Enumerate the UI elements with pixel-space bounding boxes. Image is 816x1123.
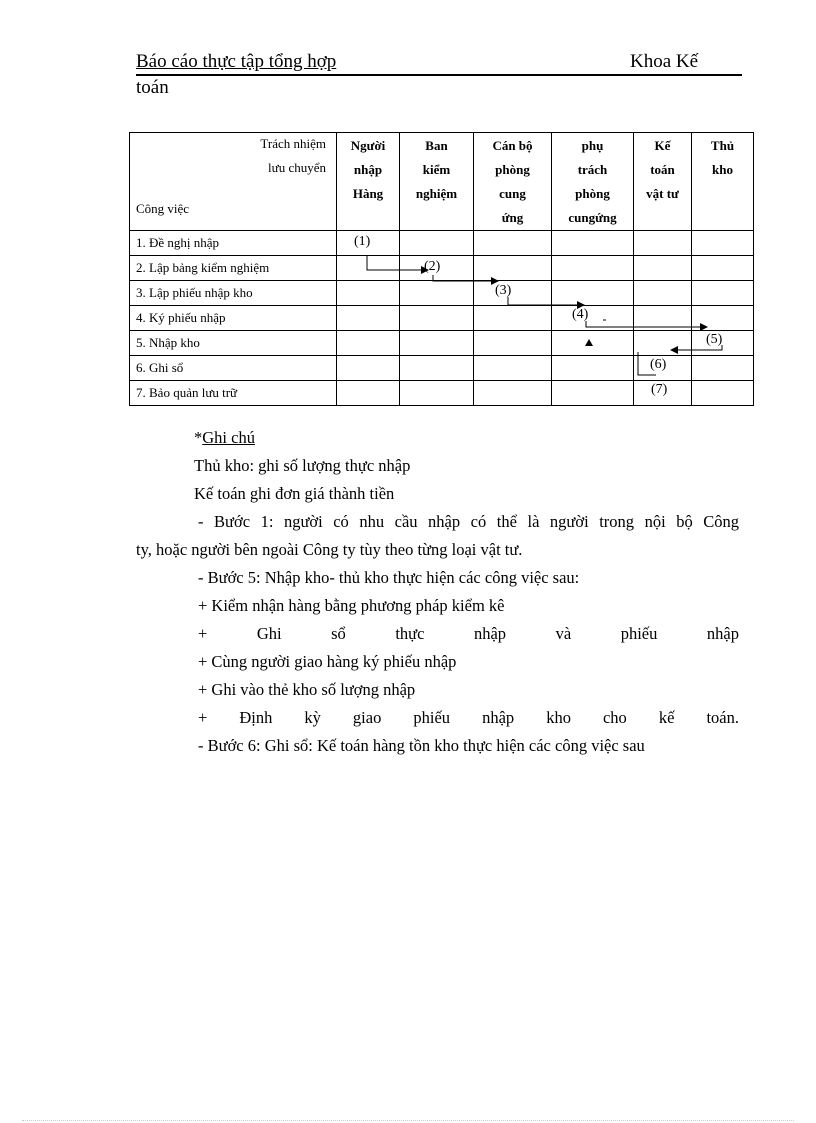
step-mark-7: (7) — [651, 382, 668, 397]
table-cell — [692, 306, 754, 331]
column-header-material-accountant — [634, 133, 692, 231]
column-header-requester — [337, 133, 400, 231]
table-cell — [400, 256, 474, 281]
table-cell — [474, 281, 552, 306]
table-cell — [474, 306, 552, 331]
note-line: + Định kỳ giao phiếu nhập kho cho kế toán. — [198, 708, 739, 727]
task-cell: 6. Ghi sổ — [130, 356, 337, 381]
column-header-text: kho — [712, 162, 733, 177]
table-row — [130, 281, 754, 306]
note-line: - Bước 5: Nhập kho- thủ kho thực hiện các công việc sau: — [198, 568, 580, 587]
column-header-text: nghiệm — [415, 186, 458, 201]
step-mark-4: (4) — [572, 307, 589, 322]
table-cell — [692, 281, 754, 306]
table-cell — [400, 306, 474, 331]
table-cell — [692, 256, 754, 281]
column-header-text: Thủ — [710, 138, 735, 153]
table-cell — [337, 381, 400, 406]
page-bottom-divider — [22, 1120, 794, 1121]
table-cell — [337, 231, 400, 256]
column-header-text: phụ — [581, 138, 604, 153]
table-cell — [400, 381, 474, 406]
note-line: + Kiểm nhận hàng bằng phương pháp kiểm kê — [198, 596, 505, 615]
corner-label-work: Công việc — [136, 201, 190, 216]
page-header — [136, 50, 742, 100]
column-header-text: vật tư — [646, 186, 679, 201]
notes-title-star: * — [194, 428, 203, 447]
table-row — [130, 331, 754, 356]
table-row — [130, 306, 754, 331]
step-mark-5: (5) — [706, 332, 723, 347]
note-line: Kế toán ghi đơn giá thành tiền — [194, 484, 395, 503]
step-mark-1: (1) — [354, 234, 371, 249]
task-cell: 5. Nhập kho — [130, 331, 337, 356]
table-row — [130, 231, 754, 256]
table-cell — [337, 281, 400, 306]
table-header-row — [130, 133, 754, 231]
step-mark-3: (3) — [495, 283, 512, 298]
header-line — [136, 50, 742, 76]
corner-cell — [130, 133, 337, 231]
department-name: Khoa Kế — [630, 51, 699, 72]
column-header-supply-manager — [552, 133, 634, 231]
column-header-text: phòng — [575, 186, 610, 201]
column-header-storekeeper — [692, 133, 754, 231]
table-cell — [552, 381, 634, 406]
task-cell: 1. Đề nghị nhập — [130, 231, 337, 256]
corner-label-responsibility: Trách nhiệm — [260, 136, 326, 151]
note-line: + Ghi vào thẻ kho số lượng nhập — [198, 680, 416, 699]
note-line: Thủ kho: ghi số lượng thực nhập — [194, 456, 411, 475]
column-header-text: cungứng — [568, 210, 617, 225]
table-cell — [552, 231, 634, 256]
column-header-text: trách — [577, 162, 608, 177]
table-cell — [400, 356, 474, 381]
responsibility-flow-table — [129, 132, 754, 406]
table-cell — [400, 231, 474, 256]
table-cell — [634, 381, 692, 406]
step-mark-6: (6) — [650, 357, 667, 372]
table-cell — [337, 306, 400, 331]
table-row — [130, 381, 754, 406]
column-header-text: Hàng — [352, 186, 384, 201]
column-header-text: nhập — [353, 162, 383, 177]
step-mark-2: (2) — [424, 259, 441, 274]
table-cell — [692, 231, 754, 256]
table-cell — [552, 356, 634, 381]
report-title: Báo cáo thực tập tổng hợp — [136, 51, 337, 72]
column-header-text: ứng — [501, 210, 524, 225]
note-line: + Ghi sổ thực nhập và phiếu nhập — [198, 624, 739, 643]
notes-section — [136, 424, 739, 760]
table-cell — [474, 331, 552, 356]
column-header-text: kiểm — [422, 162, 451, 177]
table-cell — [692, 381, 754, 406]
table-cell — [552, 331, 634, 356]
table-cell — [634, 231, 692, 256]
department-name-continuation: toán — [136, 77, 169, 98]
column-header-text: toán — [650, 162, 675, 177]
task-cell: 2. Lập bảng kiểm nghiệm — [130, 256, 337, 281]
column-header-text: Kế — [654, 138, 671, 153]
table-cell — [552, 306, 634, 331]
note-line: - Bước 6: Ghi sổ: Kế toán hàng tồn kho thực hiện các công việc sau — [198, 736, 645, 755]
column-header-text: Cán bộ — [492, 138, 533, 153]
table-cell — [400, 281, 474, 306]
table-cell — [337, 256, 400, 281]
table-cell — [634, 331, 692, 356]
table-cell — [692, 356, 754, 381]
note-line: ty, hoặc người bên ngoài Công ty tùy theo từng loại vật tư. — [136, 540, 523, 559]
task-cell: 7. Bảo quản lưu trữ — [130, 381, 337, 406]
table-cell — [337, 331, 400, 356]
table-cell — [634, 281, 692, 306]
table-cell — [552, 281, 634, 306]
column-header-supply-staff — [474, 133, 552, 231]
table-cell — [474, 231, 552, 256]
table-row — [130, 356, 754, 381]
notes-title-text: Ghi chú — [202, 428, 255, 447]
column-header-text: cung — [499, 186, 526, 201]
table-cell — [474, 256, 552, 281]
task-cell: 3. Lập phiếu nhập kho — [130, 281, 337, 306]
column-header-text: Người — [350, 138, 386, 153]
table-cell — [692, 331, 754, 356]
table-cell — [400, 331, 474, 356]
note-line: - Bước 1: người có nhu cầu nhập có thể là người trong nội bộ Công — [198, 512, 739, 531]
corner-label-flow: lưu chuyển — [268, 160, 326, 175]
table-cell — [337, 356, 400, 381]
table-cell — [474, 356, 552, 381]
column-header-text: Ban — [425, 138, 448, 153]
table-cell — [474, 381, 552, 406]
table-cell — [634, 306, 692, 331]
note-line: + Cùng người giao hàng ký phiếu nhập — [198, 652, 457, 671]
table-cell — [634, 256, 692, 281]
notes-title — [136, 424, 739, 452]
table-cell — [634, 356, 692, 381]
task-cell: 4. Ký phiếu nhập — [130, 306, 337, 331]
table-cell — [552, 256, 634, 281]
table-row — [130, 256, 754, 281]
column-header-text: phòng — [495, 162, 530, 177]
column-header-inspection-board — [400, 133, 474, 231]
